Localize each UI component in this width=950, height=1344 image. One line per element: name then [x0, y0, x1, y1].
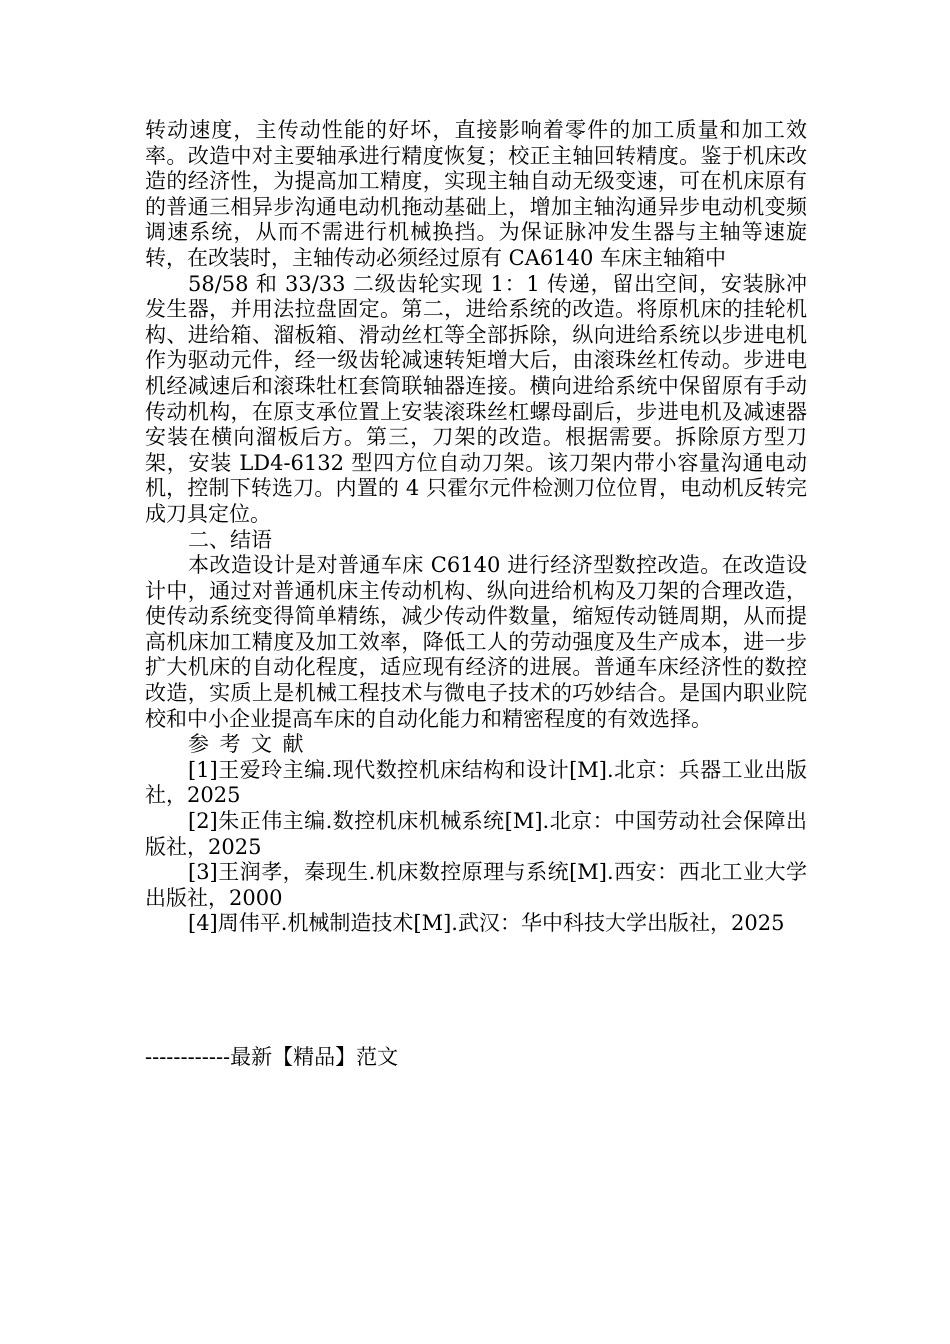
section-heading-conclusion: 二、结语: [188, 527, 272, 552]
page-footer: ------------最新【精品】范文: [145, 1045, 399, 1069]
paragraph-spindle: 转动速度，主传动性能的好坏，直接影响着零件的加工质量和加工效率。改造中对主要轴承进行精度恢复；校正主轴回转精度。鉴于机床改造的经济性，为提高加工精度，实现主轴自动无级变速，可在机床原有的普通三相异步沟通电动机拖动基础上，增加主轴沟通异步电动机变频调速系统，从而不需进行机械换挡。为保证脉冲发生器与主轴等速旋转，在改装时，主轴传动必须经过原有 CA6140 车床主轴箱中: [145, 118, 807, 270]
reference-item-1: [1]王爱玲主编.现代数控机床结构和设计[M].北京：兵器工业出版社，2025: [145, 757, 807, 808]
paragraph-feed-system: 58/58 和 33/33 二级齿轮实现 1：1 传递，留出空间，安装脉冲发生器，并用法拉盘固定。第二，进给系统的改造。将原机床的挂轮机构、进给箱、溜板箱、滑动丝杠等全部拆除，纵向进给系统以步进电机作为驱动元件，经一级齿轮减速转矩增大后，由滚珠丝杠传动。步进电机经减速后和滚珠牡杠套筒联轴器连接。横向进给系统中保留原有手动传动机构，在原支承位置上安装滚珠丝杠螺母副后，步进电机及减速器安装在横向溜板后方。第三，刀架的改造。根据需要。拆除原方型刀架，安装 LD4-6132 型四方位自动刀架。该刀架内带小容量沟通电动机，控制下转选刀。内置的 4 只霍尔元件检测刀位位胃，电动机反转完成刀具定位。: [145, 271, 807, 526]
references-title: 参考文献: [188, 732, 314, 757]
paragraph-conclusion: 本改造设计是对普通车床 C6140 进行经济型数控改造。在改造设计中，通过对普通机床主传动机构、纵向进给机构及刀架的合理改造，使传动系统变得简单精练，减少传动件数量，缩短传动链周期，从而提高机床加工精度及加工效率，降低工人的劳动强度及生产成本，进一步扩大机床的自动化程度，适应现有经济的进展。普通车床经济性的数控改造，实质上是机械工程技术与微电子技术的巧妙结合。是国内职业院校和中小企业提高车床的自动化能力和精密程度的有效选择。: [145, 553, 807, 731]
reference-item-4: [4]周伟平.机械制造技术[M].武汉：华中科技大学出版社，2025: [188, 911, 785, 936]
document-body: [145, 118, 807, 937]
reference-item-3: [3]王润孝，秦现生.机床数控原理与系统[M].西安：西北工业大学出版社，2000: [145, 860, 807, 910]
reference-item-2: [2]朱正伟主编.数控机床机械系统[M].北京：中国劳动社会保障出版社，2025: [145, 809, 807, 859]
